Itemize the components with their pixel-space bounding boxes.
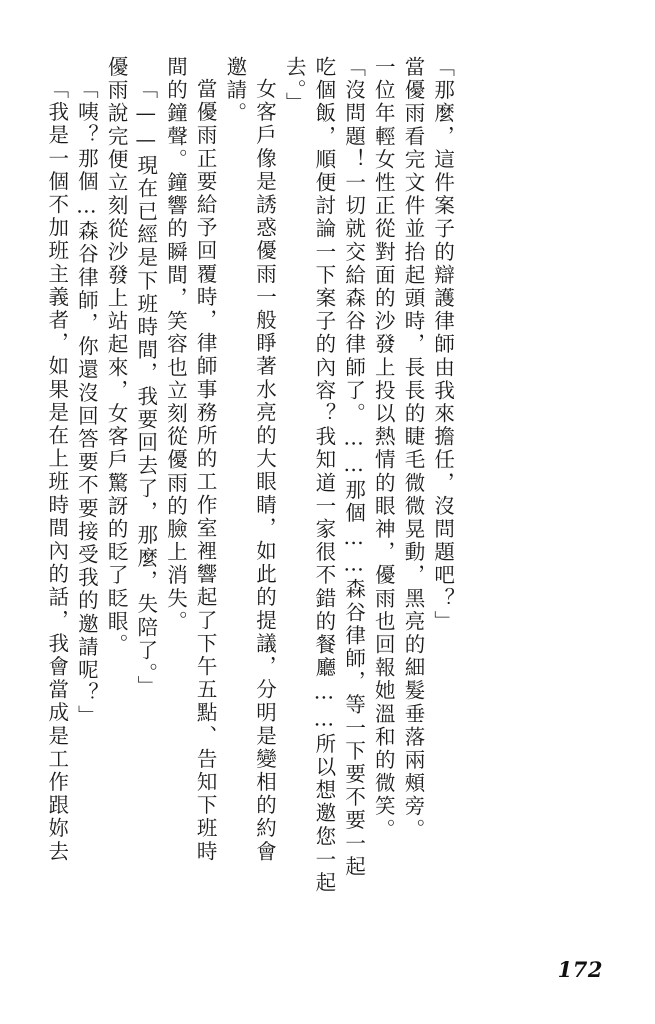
text-column: 「沒問題！一切就交給森谷律師了。……那個……森谷律師，等一下要不要一起 <box>341 56 366 879</box>
text-column: 「咦？那個…森谷律師，你還沒回答要不要接受我的邀請呢？」 <box>74 78 99 729</box>
page-number: 172 <box>557 957 603 982</box>
text-column: 「——現在已經是下班時間，我要回去了，那麼，失陪了。」 <box>133 78 158 699</box>
text-column: 當優雨看完文件並抬起頭時，長長的睫毛微微晃動，黑亮的細髮垂落兩頰旁。 <box>400 56 425 842</box>
text-column: 吃個飯，順便討論一下案子的內容？我知道一家很不錯的餐廳……所以想邀您一起 <box>311 56 336 895</box>
text-column: 間的鐘聲。鐘響的瞬間，笑容也立刻從優雨的臉上消失。 <box>163 56 188 634</box>
text-column: 優雨說完便立刻從沙發上站起來，女客戶驚訝的眨了眨眼。 <box>104 56 129 657</box>
text-column: 女客戶像是誘惑優雨一般睜著水亮的大眼睛，如此的提議，分明是變相的約會 <box>252 78 277 864</box>
text-column: 「那麼，這件案子的辯護律師由我來擔任，沒問題吧？」 <box>430 56 455 634</box>
vertical-text-body <box>37 56 597 936</box>
text-column: 一位年輕女性正從對面的沙發上投以熱情的眼神，優雨也回報她溫和的微笑。 <box>371 56 396 842</box>
text-column: 去。」 <box>282 56 307 116</box>
text-column: 邀請。 <box>222 56 247 126</box>
text-column: 當優雨正要給予回覆時，律師事務所的工作室裡響起了下午五點、告知下班時 <box>193 78 218 864</box>
text-column: 「我是一個不加班主義者，如果是在上班時間內的話，我會當成是工作跟妳去 <box>44 78 69 864</box>
